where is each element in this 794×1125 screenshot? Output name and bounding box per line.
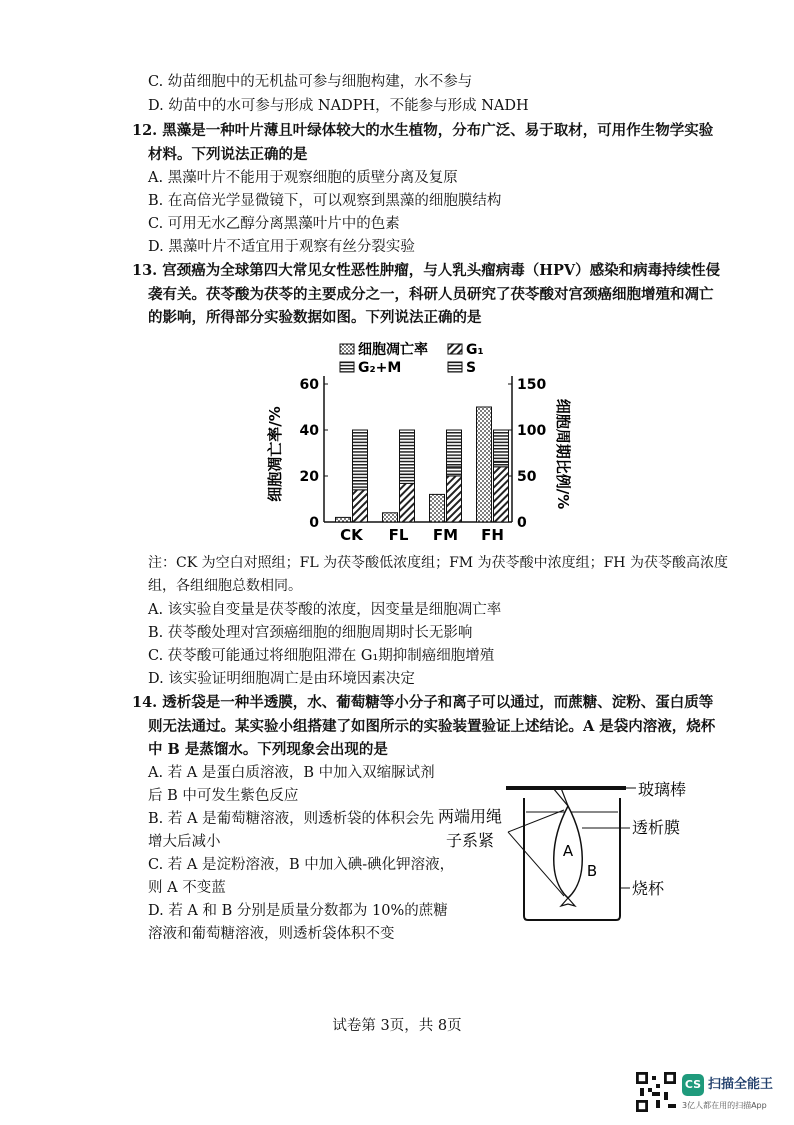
solution-a-label: A — [562, 842, 574, 860]
bar-s-fh — [494, 430, 509, 462]
q11-option-c: C. 幼苗细胞中的无机盐可参与细胞构建，水不参与 — [148, 74, 473, 90]
bar-g2m-ck — [353, 481, 368, 490]
q13-note-line1: 注：CK 为空白对照组；FL 为茯苓酸低浓度组；FM 为茯苓酸中浓度组；FH 为茯苓酸高浓度 — [148, 555, 728, 571]
bar-apoptosis-fh — [477, 407, 492, 522]
cell-cycle-chart — [262, 336, 582, 546]
bar-apoptosis-fm — [430, 494, 445, 522]
q14-option-b-line2: 增大后减小 — [148, 834, 221, 850]
string — [553, 788, 568, 806]
left-tick-label: 60 — [299, 377, 319, 393]
bar-s-fl — [400, 430, 415, 474]
q13-stem-line1: 13. 宫颈癌为全球第四大常见女性恶性肿瘤，与人乳头瘤病毒（HPV）感染和病毒持续性侵 — [132, 262, 721, 279]
camscanner-name: 扫描全能王 — [708, 1077, 774, 1092]
legend-swatch-g2m — [340, 362, 354, 372]
legend-label-g1: G₁ — [466, 342, 484, 358]
q14-stem-line2: 则无法通过。某实验小组搭建了如图所示的实验装置验证上述结论。A 是袋内溶液，烧杯 — [148, 718, 716, 735]
q12-stem-line2: 材料。下列说法正确的是 — [148, 146, 308, 163]
left-tick-label: 40 — [299, 423, 319, 439]
legend-swatch-apoptosis — [340, 344, 354, 354]
category-label-fm: FM — [432, 526, 459, 544]
string — [561, 788, 568, 806]
bar-g2m-fh — [494, 462, 509, 467]
q13-option-b: B. 茯苓酸处理对宫颈癌细胞的细胞周期时长无影响 — [148, 625, 473, 641]
right-tick-label: 0 — [517, 515, 527, 531]
bar-s-fm — [447, 430, 462, 467]
dialysis-apparatus-diagram — [430, 770, 700, 930]
bag-knot — [561, 898, 575, 906]
q12-option-d: D. 黑藻叶片不适宜用于观察有丝分裂实验 — [148, 239, 415, 255]
q14-option-c-line2: 则 A 不变蓝 — [148, 880, 226, 896]
q13-note-line2: 组，各组细胞总数相同。 — [148, 578, 302, 594]
bar-s-ck — [353, 430, 368, 481]
legend-label-apoptosis: 细胞凋亡率 — [358, 342, 428, 358]
category-label-fl: FL — [388, 526, 409, 544]
membrane-label: 透析膜 — [632, 818, 681, 837]
rope-label-line1: 两端用绳 — [438, 807, 503, 826]
q12-option-b: B. 在高倍光学显微镜下，可以观察到黑藻的细胞膜结构 — [148, 193, 502, 209]
bar-g1-fm — [447, 476, 462, 522]
q12-option-a: A. 黑藻叶片不能用于观察细胞的质壁分离及复原 — [148, 170, 458, 186]
legend-swatch-s — [448, 362, 462, 372]
q14-option-d-line2: 溶液和葡萄糖溶液，则透析袋体积不变 — [148, 926, 395, 942]
bar-g1-ck — [353, 490, 368, 522]
bar-g2m-fl — [400, 474, 415, 483]
q13-option-c: C. 茯苓酸可能通过将细胞阻滞在 G₁期抑制癌细胞增殖 — [148, 648, 495, 664]
q13-stem-line2: 袭有关。茯苓酸为茯苓的主要成分之一，科研人员研究了茯苓酸对宫颈癌细胞增殖和凋亡 — [148, 286, 714, 303]
q14-option-d-line1: D. 若 A 和 B 分别是质量分数都为 10%的蔗糖 — [148, 903, 448, 919]
q13-stem-line3: 的影响，所得部分实验数据如图。下列说法正确的是 — [148, 309, 482, 326]
solution-b-label: B — [586, 862, 598, 880]
bar-g2m-fm — [447, 467, 462, 476]
chart-legend — [340, 341, 484, 376]
q13-option-d: D. 该实验证明细胞凋亡是由环境因素决定 — [148, 671, 415, 687]
legend-label-s: S — [466, 360, 477, 376]
legend-label-g2m: G₂+M — [358, 360, 402, 376]
leader-rope-top — [508, 810, 564, 832]
q14-stem-line1: 14. 透析袋是一种半透膜，水、葡萄糖等小分子和离子可以通过，而蔗糖、淀粉、蛋白质等 — [132, 694, 714, 711]
category-label-fh: FH — [481, 526, 504, 544]
q14-option-a-line2: 后 B 中可发生紫色反应 — [148, 788, 299, 804]
q12-stem-line1: 12. 黑藻是一种叶片薄且叶绿体较大的水生植物，分布广泛、易于取材，可用作生物学实验 — [132, 122, 714, 139]
q11-option-d: D. 幼苗中的水可参与形成 NADPH，不能参与形成 NADH — [148, 98, 529, 114]
right-tick-label: 100 — [517, 423, 547, 439]
left-tick-label: 0 — [309, 515, 319, 531]
category-label-ck: CK — [340, 526, 363, 544]
qr-code-icon — [636, 1072, 676, 1112]
left-axis-title: 细胞凋亡率/% — [266, 406, 284, 502]
left-tick-label: 20 — [299, 469, 319, 485]
bar-g1-fh — [494, 467, 509, 522]
beaker-label: 烧杯 — [632, 879, 665, 898]
rope-label-line2: 子系紧 — [446, 831, 495, 850]
right-tick-label: 50 — [517, 469, 537, 485]
right-tick-label: 150 — [517, 377, 547, 393]
glass-rod-label: 玻璃棒 — [638, 780, 687, 799]
camscanner-tagline: 3亿人都在用的扫描App — [682, 1101, 767, 1110]
q12-option-c: C. 可用无水乙醇分离黑藻叶片中的色素 — [148, 216, 400, 232]
camscanner-logo: CS — [682, 1074, 704, 1096]
bar-apoptosis-fl — [383, 513, 398, 522]
legend-swatch-g1 — [448, 344, 462, 354]
q13-option-a: A. 该实验自变量是茯苓酸的浓度，因变量是细胞凋亡率 — [148, 602, 502, 618]
q14-option-c-line1: C. 若 A 是淀粉溶液，B 中加入碘-碘化钾溶液， — [148, 857, 455, 873]
q14-option-a-line1: A. 若 A 是蛋白质溶液，B 中加入双缩脲试剂 — [148, 765, 435, 781]
q14-option-b-line1: B. 若 A 是葡萄糖溶液，则透析袋的体积会先 — [148, 811, 435, 827]
page-footer: 试卷第 3页，共 8页 — [332, 1018, 462, 1034]
bar-apoptosis-ck — [336, 517, 351, 522]
right-axis-title: 细胞周期比例/% — [554, 398, 572, 510]
bar-g1-fl — [400, 483, 415, 522]
q14-stem-line3: 中 B 是蒸馏水。下列现象会出现的是 — [148, 741, 388, 758]
